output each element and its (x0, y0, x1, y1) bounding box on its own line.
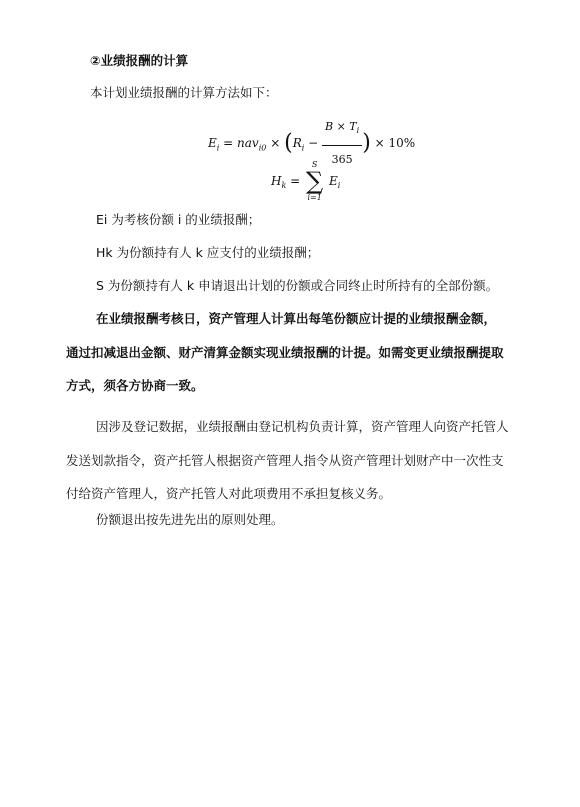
formula-h-lower: i=1 (307, 193, 322, 202)
formula-e-lhs-sub: i (216, 143, 220, 153)
definition-hk: Hk 为份额持有人 k 应支付的业绩报酬； (96, 245, 320, 260)
formula-e-tail: × 10% (374, 136, 416, 151)
formula-e-numerator (322, 114, 362, 146)
formula-h (271, 160, 340, 202)
para2-line-1: 因涉及登记数据，业绩报酬由登记机构负责计算，资产管理人向资产托管人 (96, 419, 509, 434)
intro-text: 本计划业绩报酬的计算方法如下： (90, 85, 278, 100)
formula-e-lhs: E (208, 136, 217, 151)
formula-e-times: × (270, 136, 281, 151)
formula-e-r-sub: i (301, 143, 305, 153)
bold-para-line-2: 通过扣减退出金额、财产清算金额实现业绩报酬的计提。如需变更业绩报酬提取 (66, 345, 504, 360)
para2-line-2: 发送划款指令，资产托管人根据资产管理人指令从资产管理计划财产中一次性支 (66, 453, 504, 468)
formula-h-term: E (329, 174, 338, 188)
formula-e-denominator: 365 (331, 153, 353, 167)
formula-h-upper: S (311, 160, 318, 169)
formula-e-rparen: ) (362, 130, 371, 156)
formula-e-nav: nav (237, 136, 259, 151)
formula-h-lhs-sub: k (281, 180, 287, 190)
definition-ei: Ei 为考核份额 i 的业绩报酬； (96, 212, 261, 227)
para3: 份额退出按先进先出的原则处理。 (96, 512, 284, 527)
formula-e-eq: = (223, 136, 234, 151)
formula-e-lparen: ( (284, 130, 293, 156)
formula-h-lhs: H (271, 174, 282, 188)
formula-h-term-sub: i (337, 180, 341, 190)
formula-e-nav-sub: i0 (258, 143, 267, 153)
definition-s: S 为份额持有人 k 申请退出计划的份额或合同终止时所持有的全部份额。 (96, 278, 499, 293)
formula-e-minus: − (308, 136, 319, 151)
formula-h-sigma: ∑ (306, 167, 324, 195)
section-title: ②业绩报酬的计算 (90, 53, 189, 68)
formula-h-eq: = (290, 174, 301, 188)
formula-e-numerator-text: B × T (325, 120, 357, 133)
formula-h-sum (306, 160, 323, 202)
formula-e-numerator-sub: i (356, 126, 360, 136)
formula-e-r: R (292, 136, 302, 151)
para2-line-3: 付给资产管理人，资产托管人对此项费用不承担复核义务。 (66, 486, 392, 501)
bold-para-line-3: 方式，须各方协商一致。 (66, 378, 204, 393)
bold-para-line-1: 在业绩报酬考核日，资产管理人计算出每笔份额应计提的业绩报酬金额， (96, 311, 497, 326)
